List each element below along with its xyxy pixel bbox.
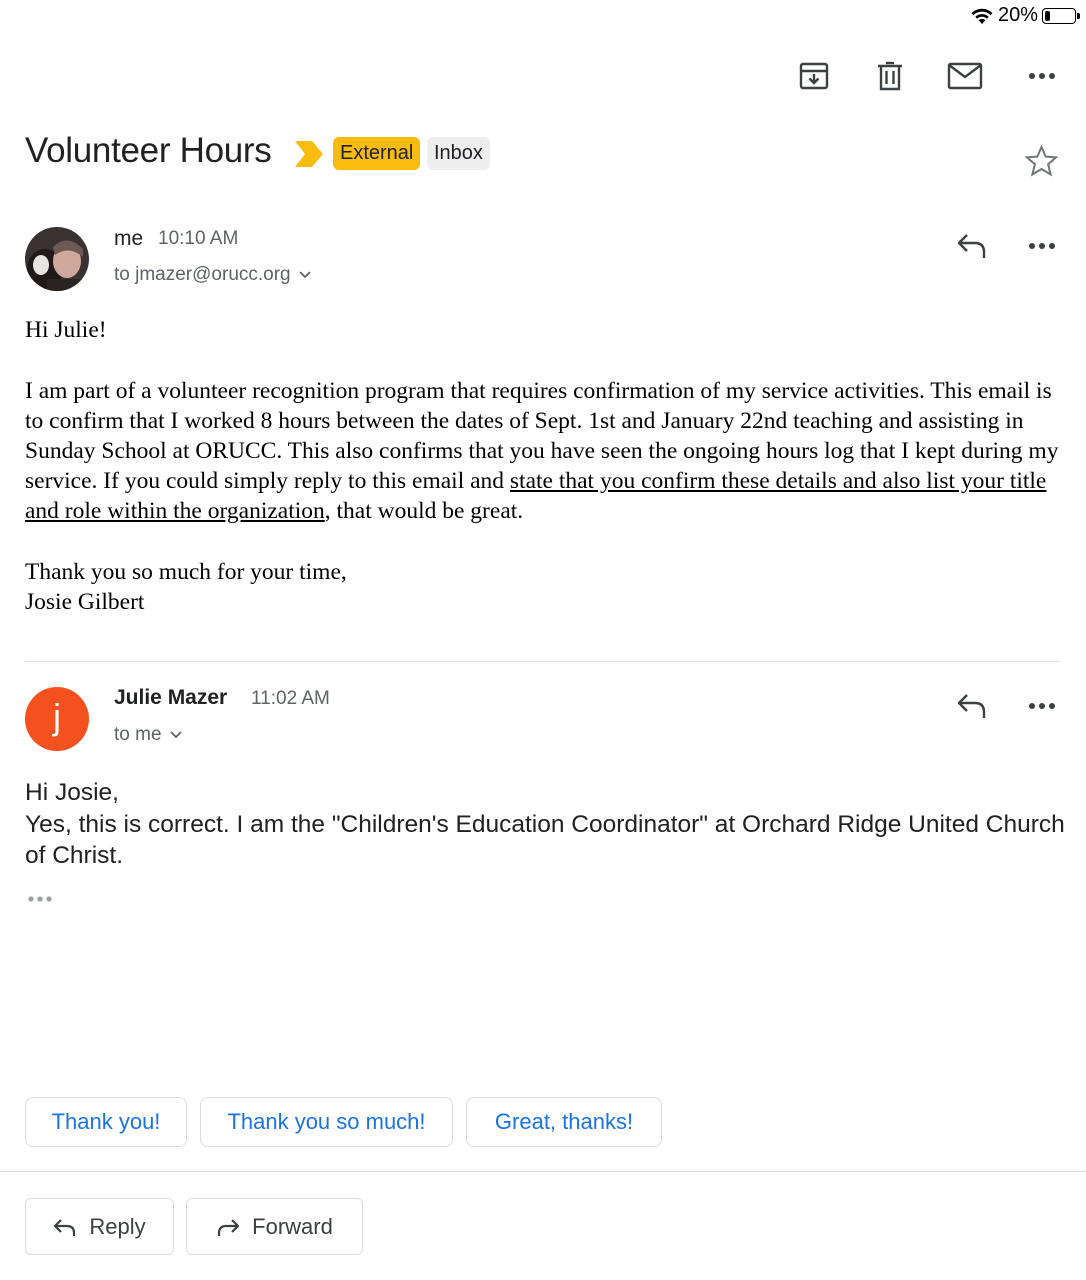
reply-text: Yes, this is correct. I am the "Children's Education Coordinator" at Orchard Ridge United Church of Christ. xyxy=(25,810,1065,869)
avatar-julie[interactable]: j xyxy=(25,687,89,751)
battery-icon xyxy=(1042,8,1076,24)
reply-button[interactable] xyxy=(25,1198,174,1255)
smart-reply-thank-you-so-much[interactable]: Thank you so much! xyxy=(200,1097,453,1147)
avatar-me[interactable] xyxy=(25,227,89,291)
signature: Josie Gilbert xyxy=(25,589,145,615)
closing: Thank you so much for your time, xyxy=(25,559,347,585)
smart-reply-great-thanks[interactable]: Great, thanks! xyxy=(466,1097,662,1147)
forward-icon xyxy=(216,1217,240,1237)
reply-label: Reply xyxy=(89,1213,146,1239)
bottom-divider xyxy=(0,1171,1086,1172)
reply-icon xyxy=(53,1217,77,1237)
forward-label: Forward xyxy=(252,1213,333,1239)
message-time: 11:02 AM xyxy=(251,688,330,709)
thread-subject: Volunteer Hours xyxy=(25,131,272,170)
label-inbox[interactable]: Inbox xyxy=(427,137,490,170)
mark-unread-button[interactable] xyxy=(945,56,985,96)
chevron-down-icon xyxy=(170,731,182,739)
message-more-icon[interactable] xyxy=(1028,242,1056,250)
message-body xyxy=(25,315,1065,617)
sender-name: me xyxy=(114,227,144,250)
star-icon[interactable] xyxy=(1025,145,1058,177)
importance-marker-icon[interactable] xyxy=(295,141,323,167)
reply-icon[interactable] xyxy=(956,232,988,260)
sender-name: Julie Mazer xyxy=(114,686,228,709)
more-options-button[interactable] xyxy=(1022,56,1062,96)
mark-unread-icon xyxy=(947,61,983,91)
delete-button[interactable] xyxy=(870,56,910,96)
delete-icon xyxy=(874,60,906,92)
message-more-icon[interactable] xyxy=(1028,702,1056,710)
battery-level xyxy=(1045,11,1050,21)
reply-icon[interactable] xyxy=(956,692,988,720)
recipient-text: to jmazer@orucc.org xyxy=(114,264,291,285)
greeting: Hi Julie! xyxy=(25,317,107,343)
recipient-details-toggle[interactable] xyxy=(114,264,311,286)
archive-button[interactable] xyxy=(794,56,834,96)
smart-reply-thank-you[interactable]: Thank you! xyxy=(25,1097,187,1147)
battery-percent: 20% xyxy=(997,4,1038,26)
chevron-down-icon xyxy=(299,271,311,279)
recipient-text: to me xyxy=(114,724,162,745)
more-icon xyxy=(1028,72,1056,80)
message-time: 10:10 AM xyxy=(158,228,239,249)
body-paragraph: I am part of a volunteer recognition program that requires confirmation of my service activities. This email is to confirm that I worked 8 hours between the dates of Sept. 1st and January 22nd teaching and assisting in Sunday School at ORUCC. This also confirms that you have seen the ongoing hours log that I kept during my service. If you could simply reply to this email and state that you confirm these details and also list your title and role within the organization, that would be great. xyxy=(25,378,1059,524)
recipient-details-toggle[interactable] xyxy=(114,724,182,746)
reply-greeting: Hi Josie, xyxy=(25,779,119,806)
label-external[interactable]: External xyxy=(333,137,420,170)
forward-button[interactable] xyxy=(186,1198,363,1255)
show-trimmed-content-icon[interactable] xyxy=(27,895,55,903)
underlined-request: state that you confirm these details and also list your title and role within the organization xyxy=(25,468,1047,524)
status-bar xyxy=(970,4,1076,27)
wifi-icon xyxy=(970,7,994,25)
message-divider xyxy=(25,661,1060,662)
message-body xyxy=(25,777,1070,872)
archive-icon xyxy=(798,60,830,92)
